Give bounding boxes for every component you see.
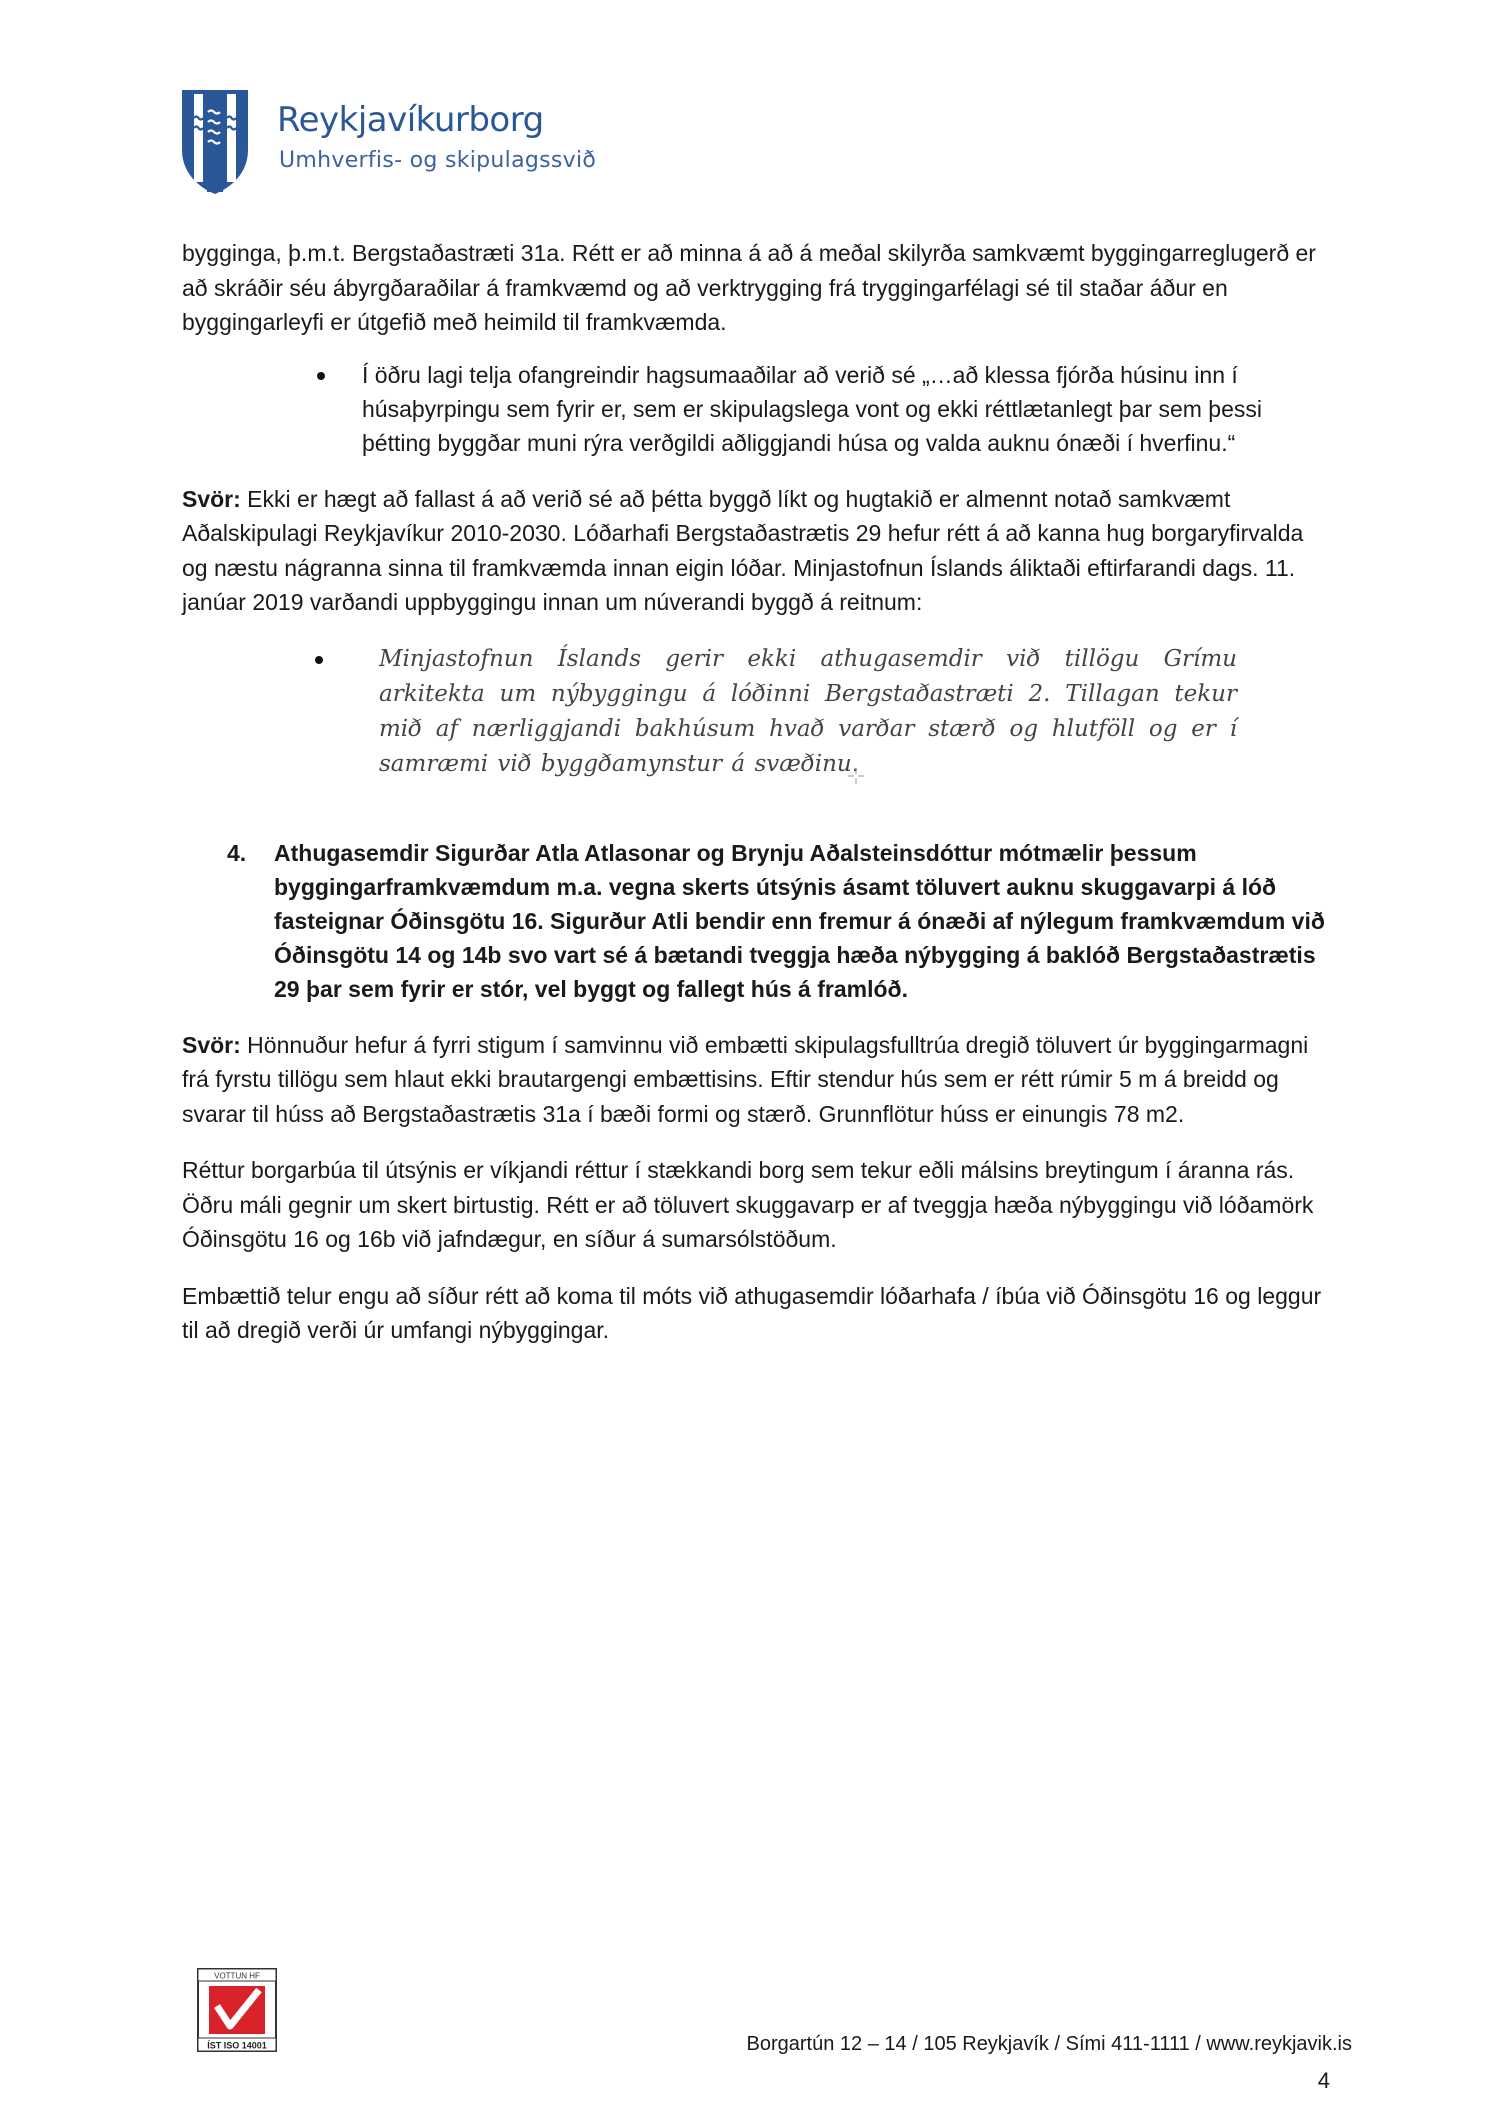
item-text: Athugasemdir Sigurðar Atla Atlasonar og Brynju Aðalsteinsdóttur mótmælir þessum byggingarframkvæmdum m.a. vegna skerts útsýnis ásamt töluvert auknu skuggavarpi á lóð fasteignar Óðinsgötu 16. Sigurður Atli bendir enn fremur á ónæði af nýlegum framkvæmdum við Óðinsgötu 14 og 14b svo vart sé á bætandi tveggja hæða nýbygging á baklóð Bergstaðastrætis 29 þar sem fyrir er stór, vel byggt og fallegt hús á framlóð. xyxy=(274,839,1325,1002)
org-name: Reykjavíkurborg xyxy=(277,100,544,140)
iso-bottom-text: ÍST ISO 14001 xyxy=(207,2040,267,2051)
answer-paragraph-1 xyxy=(182,482,1332,620)
iso-certification-logo xyxy=(197,1968,277,2052)
quote-text: Minjastofnun Íslands gerir ekki athugasemdir við tillögu Grímu arkitekta um nýbyggingu á lóðinni Bergstaðastræti 2. Tillagan tekur mið af nærliggjandi bakhúsum hvað varðar stærð og hlutföll og er í samræmi við byggðamynstur á svæðinu. xyxy=(379,645,1237,777)
document-body xyxy=(182,236,1332,1348)
bullet-item xyxy=(182,358,1332,460)
paragraph-intro: bygginga, þ.m.t. Bergstaðastræti 31a. Rétt er að minna á að á meðal skilyrða samkvæmt byggingarreglugerð er að skráðir séu ábyrgðaraðilar á framkvæmd og að verktrygging frá tryggingarfélagi sé til staðar áður en byggingarleyfi er útgefið með heimild til framkvæmda. xyxy=(182,240,1316,335)
item-number: 4. xyxy=(227,839,247,866)
paragraph-view-rights: Réttur borgarbúa til útsýnis er víkjandi réttur í stækkandi borg sem tekur eðli málsins breytingum í áranna rás. Öðru máli gegnir um skert birtustig. Rétt er að töluvert skuggavarp er af tveggja hæða nýbyggingu við lóðamörk Óðinsgötu 16 og 16b við jafndægur, en síður á sumarsólstöðum. xyxy=(182,1157,1314,1252)
crosshair-cursor-icon xyxy=(848,768,864,784)
page-number: 4 xyxy=(1317,2068,1330,2093)
bullet-dot-icon xyxy=(317,372,325,380)
footer-address: Borgartún 12 – 14 / 105 Reykjavík / Sími 411-1111 / www.reykjavik.is xyxy=(746,2033,1352,2055)
quoted-statement xyxy=(315,642,1275,792)
bullet-text: Í öðru lagi telja ofangreindir hagsumaaðilar að verið sé „…að klessa fjórða húsinu inn í húsaþyrpingu sem fyrir er, sem er skipulagslega vont og ekki réttlætanlegt þar sem þessi þétting byggðar muni rýra verðgildi aðliggjandi húsa og valda auknu ónæði í hverfinu.“ xyxy=(362,361,1262,456)
numbered-item-4 xyxy=(182,836,1332,1006)
reykjavik-crest-icon xyxy=(180,88,250,196)
org-department: Umhverfis- og skipulagssvið xyxy=(279,148,597,173)
iso-top-text: VOTTUN HF xyxy=(214,1971,260,1981)
answer-label: Svör: xyxy=(182,485,241,512)
answer-text: Ekki er hægt að fallast á að verið sé að þétta byggð líkt og hugtakið er almennt notað samkvæmt Aðalskipulagi Reykjavíkur 2010-2030. Lóðarhafi Bergstaðastrætis 29 hefur rétt á að kanna hug borgaryfirvalda og næstu nágranna sinna til framkvæmda innan eigin lóðar. Minjastofnun Íslands áliktaði eftirfarandi dags. 11. janúar 2019 varðandi uppbyggingu innan um núverandi byggð á reitnum: xyxy=(182,485,1304,615)
bullet-dot-icon xyxy=(315,656,323,664)
paragraph-office-conclusion: Embættið telur engu að síður rétt að koma til móts við athugasemdir lóðarhafa / íbúa við Óðinsgötu 16 og leggur til að dregið verði úr umfangi nýbyggingar. xyxy=(182,1282,1322,1343)
answer-paragraph-2 xyxy=(182,1028,1332,1132)
answer-text: Hönnuður hefur á fyrri stigum í samvinnu við embætti skipulagsfulltrúa dregið töluvert úr byggingarmagni frá fyrstu tillögu sem hlaut ekki brautargengi embættisins. Eftir stendur hús sem er rétt rúmir 5 m á breidd og svarar til húss að Bergstaðastrætis 31a í bæði formi og stærð. Grunnflötur húss er einungis 78 m2. xyxy=(182,1031,1309,1127)
answer-label: Svör: xyxy=(182,1031,241,1058)
